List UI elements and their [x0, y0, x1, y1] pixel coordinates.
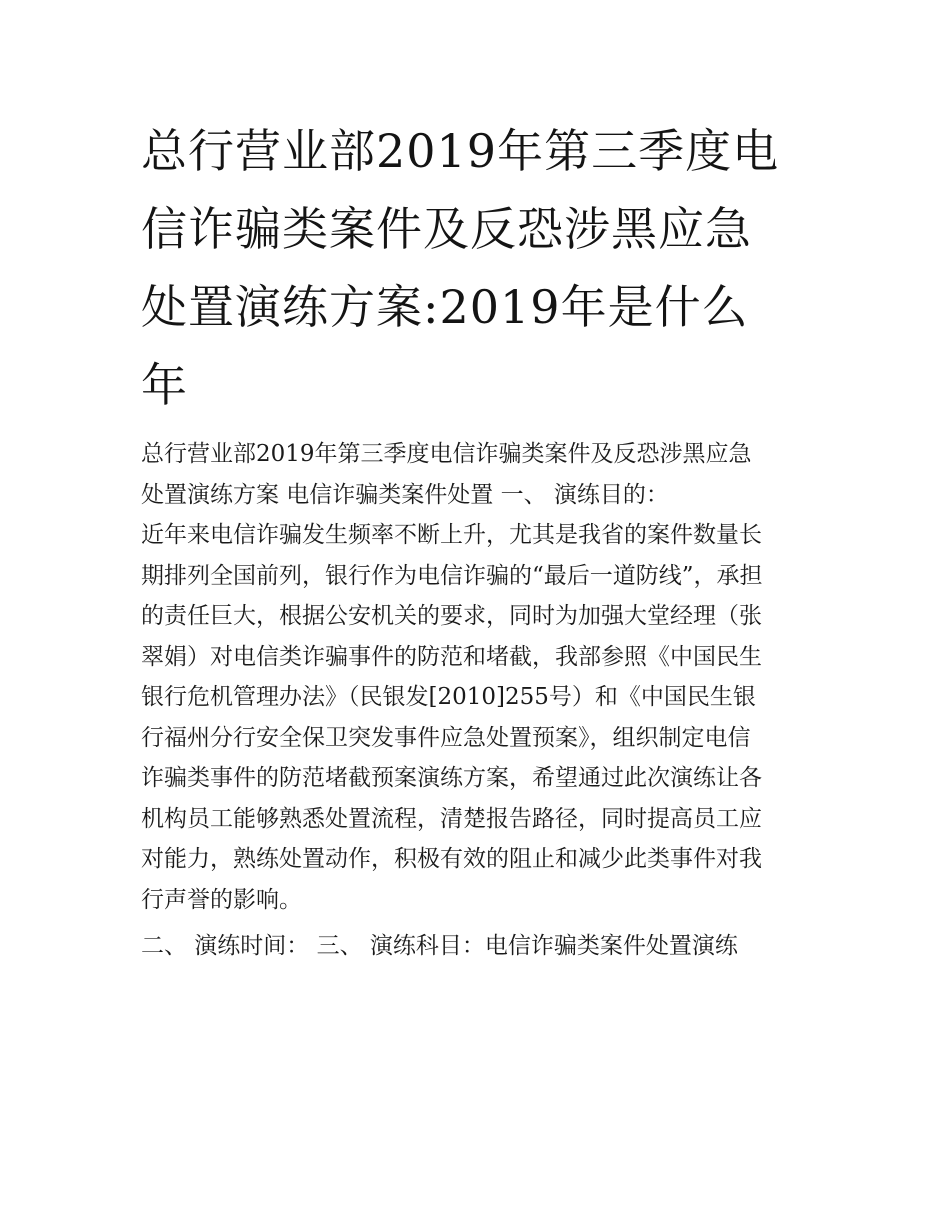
body-line: 期排列全国前列，银行作为电信诈骗的“最后一道防线”，承担 — [141, 562, 763, 589]
body-line: 的责任巨大，根据公安机关的要求，同时为加强大堂经理（张 — [141, 603, 762, 629]
document-body — [141, 434, 821, 967]
document-title — [141, 112, 821, 424]
body-line: 二、 演练时间： 三、 演练科目：电信诈骗类案件处置演练 — [141, 933, 738, 959]
body-line: 机构员工能够熟悉处置流程，清楚报告路径，同时提高员工应 — [141, 805, 762, 832]
body-line: 行福州分行安全保卫突发事件应急处置预案》，组织制定电信 — [141, 724, 751, 751]
body-line: 翠娟）对电信类诈骗事件的防范和堵截，我部参照《中国民生 — [141, 643, 762, 670]
body-line: 处置演练方案 电信诈骗类案件处置 一、 演练目的： — [141, 481, 669, 508]
body-line: 近年来电信诈骗发生频率不断上升，尤其是我省的案件数量长 — [141, 522, 762, 548]
title-line: 信诈骗类案件及反恐涉黑应急 — [141, 202, 752, 256]
body-line: 总行营业部2019年第三季度电信诈骗类案件及反恐涉黑应急 — [141, 441, 752, 467]
title-line: 处置演练方案:2019年是什么 — [141, 280, 749, 334]
title-line: 总行营业部2019年第三季度电 — [141, 124, 780, 178]
body-line: 银行危机管理办法》（民银发[2010]255号）和《中国民生银 — [141, 684, 756, 710]
body-line: 行声誉的影响。 — [141, 886, 302, 913]
body-line: 诈骗类事件的防范堵截预案演练方案，希望通过此次演练让各 — [141, 765, 762, 791]
body-line: 对能力，熟练处置动作，积极有效的阻止和减少此类事件对我 — [141, 846, 762, 872]
title-line: 年 — [141, 358, 188, 412]
